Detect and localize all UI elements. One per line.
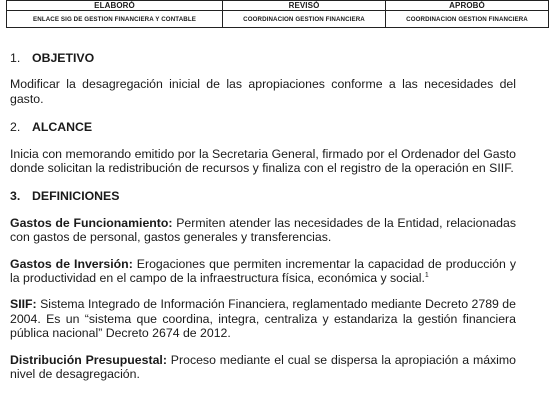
approval-header-aprobo: APROBÓ	[385, 1, 548, 11]
definition-term: SIIF:	[10, 297, 37, 312]
definition-term: Gastos de Funcionamiento:	[10, 215, 173, 230]
approval-value-elaboro: ENLACE SIG DE GESTION FINANCIERA Y CONTABLE	[7, 11, 223, 28]
section-number: 3.	[10, 189, 21, 204]
approval-header-reviso: REVISÓ	[223, 1, 386, 11]
definition-item	[10, 353, 516, 382]
section-number: 1.	[10, 51, 21, 65]
approval-table	[6, 0, 549, 28]
definition-text: Proceso mediante el cual se dispersa la apropiación a máximo nivel de desagregación.	[10, 352, 516, 382]
footnote-marker: 1	[424, 272, 429, 280]
definition-term: Gastos de Inversión:	[10, 256, 133, 271]
section-objetivo-heading	[10, 51, 516, 65]
section-objetivo-text: Modificar la desagregación inicial de las apropiaciones conforme a las necesidades del gasto.	[10, 77, 516, 106]
section-title: ALCANCE	[32, 120, 93, 135]
definition-item	[10, 257, 516, 286]
approval-value-reviso: COORDINACION GESTION FINANCIERA	[223, 11, 386, 28]
definition-text: Sistema Integrado de Información Financiera, reglamentado mediante Decreto 2789 de 2004. Es un “sistema que coordina, integra, centraliza y estandariza la gestión financiera pública nacional” Decreto 2674 de 2012.	[10, 297, 516, 341]
definition-text: Erogaciones que permiten incrementar la capacidad de producción y la productividad en el campo de la infraestructura física, económica y social.	[10, 256, 516, 286]
definition-text: Permiten atender las necesidades de la Entidad, relacionadas con gastos de personal, gastos generales y transferencias.	[10, 215, 516, 245]
section-definiciones-heading	[10, 189, 516, 203]
section-alcance-heading	[10, 120, 516, 134]
approval-table-header-row	[7, 1, 549, 11]
section-alcance-text: Inicia con memorando emitido por la Secretaria General, firmado por el Ordenador del Gasto donde solicitan la redistribución de recursos y finaliza con el registro de la operación en SIIF.	[10, 146, 516, 176]
section-title: DEFINICIONES	[32, 189, 120, 204]
section-number: 2.	[10, 120, 21, 135]
definition-item	[10, 297, 516, 340]
approval-header-elaboro: ELABORÓ	[7, 1, 223, 11]
approval-value-aprobo: COORDINACION GESTION FINANCIERA	[385, 11, 548, 28]
definition-item	[10, 216, 516, 245]
definition-term: Distribución Presupuestal:	[10, 352, 167, 367]
section-title: OBJETIVO	[32, 51, 95, 65]
approval-table-value-row	[7, 11, 549, 28]
document-body	[10, 51, 516, 382]
